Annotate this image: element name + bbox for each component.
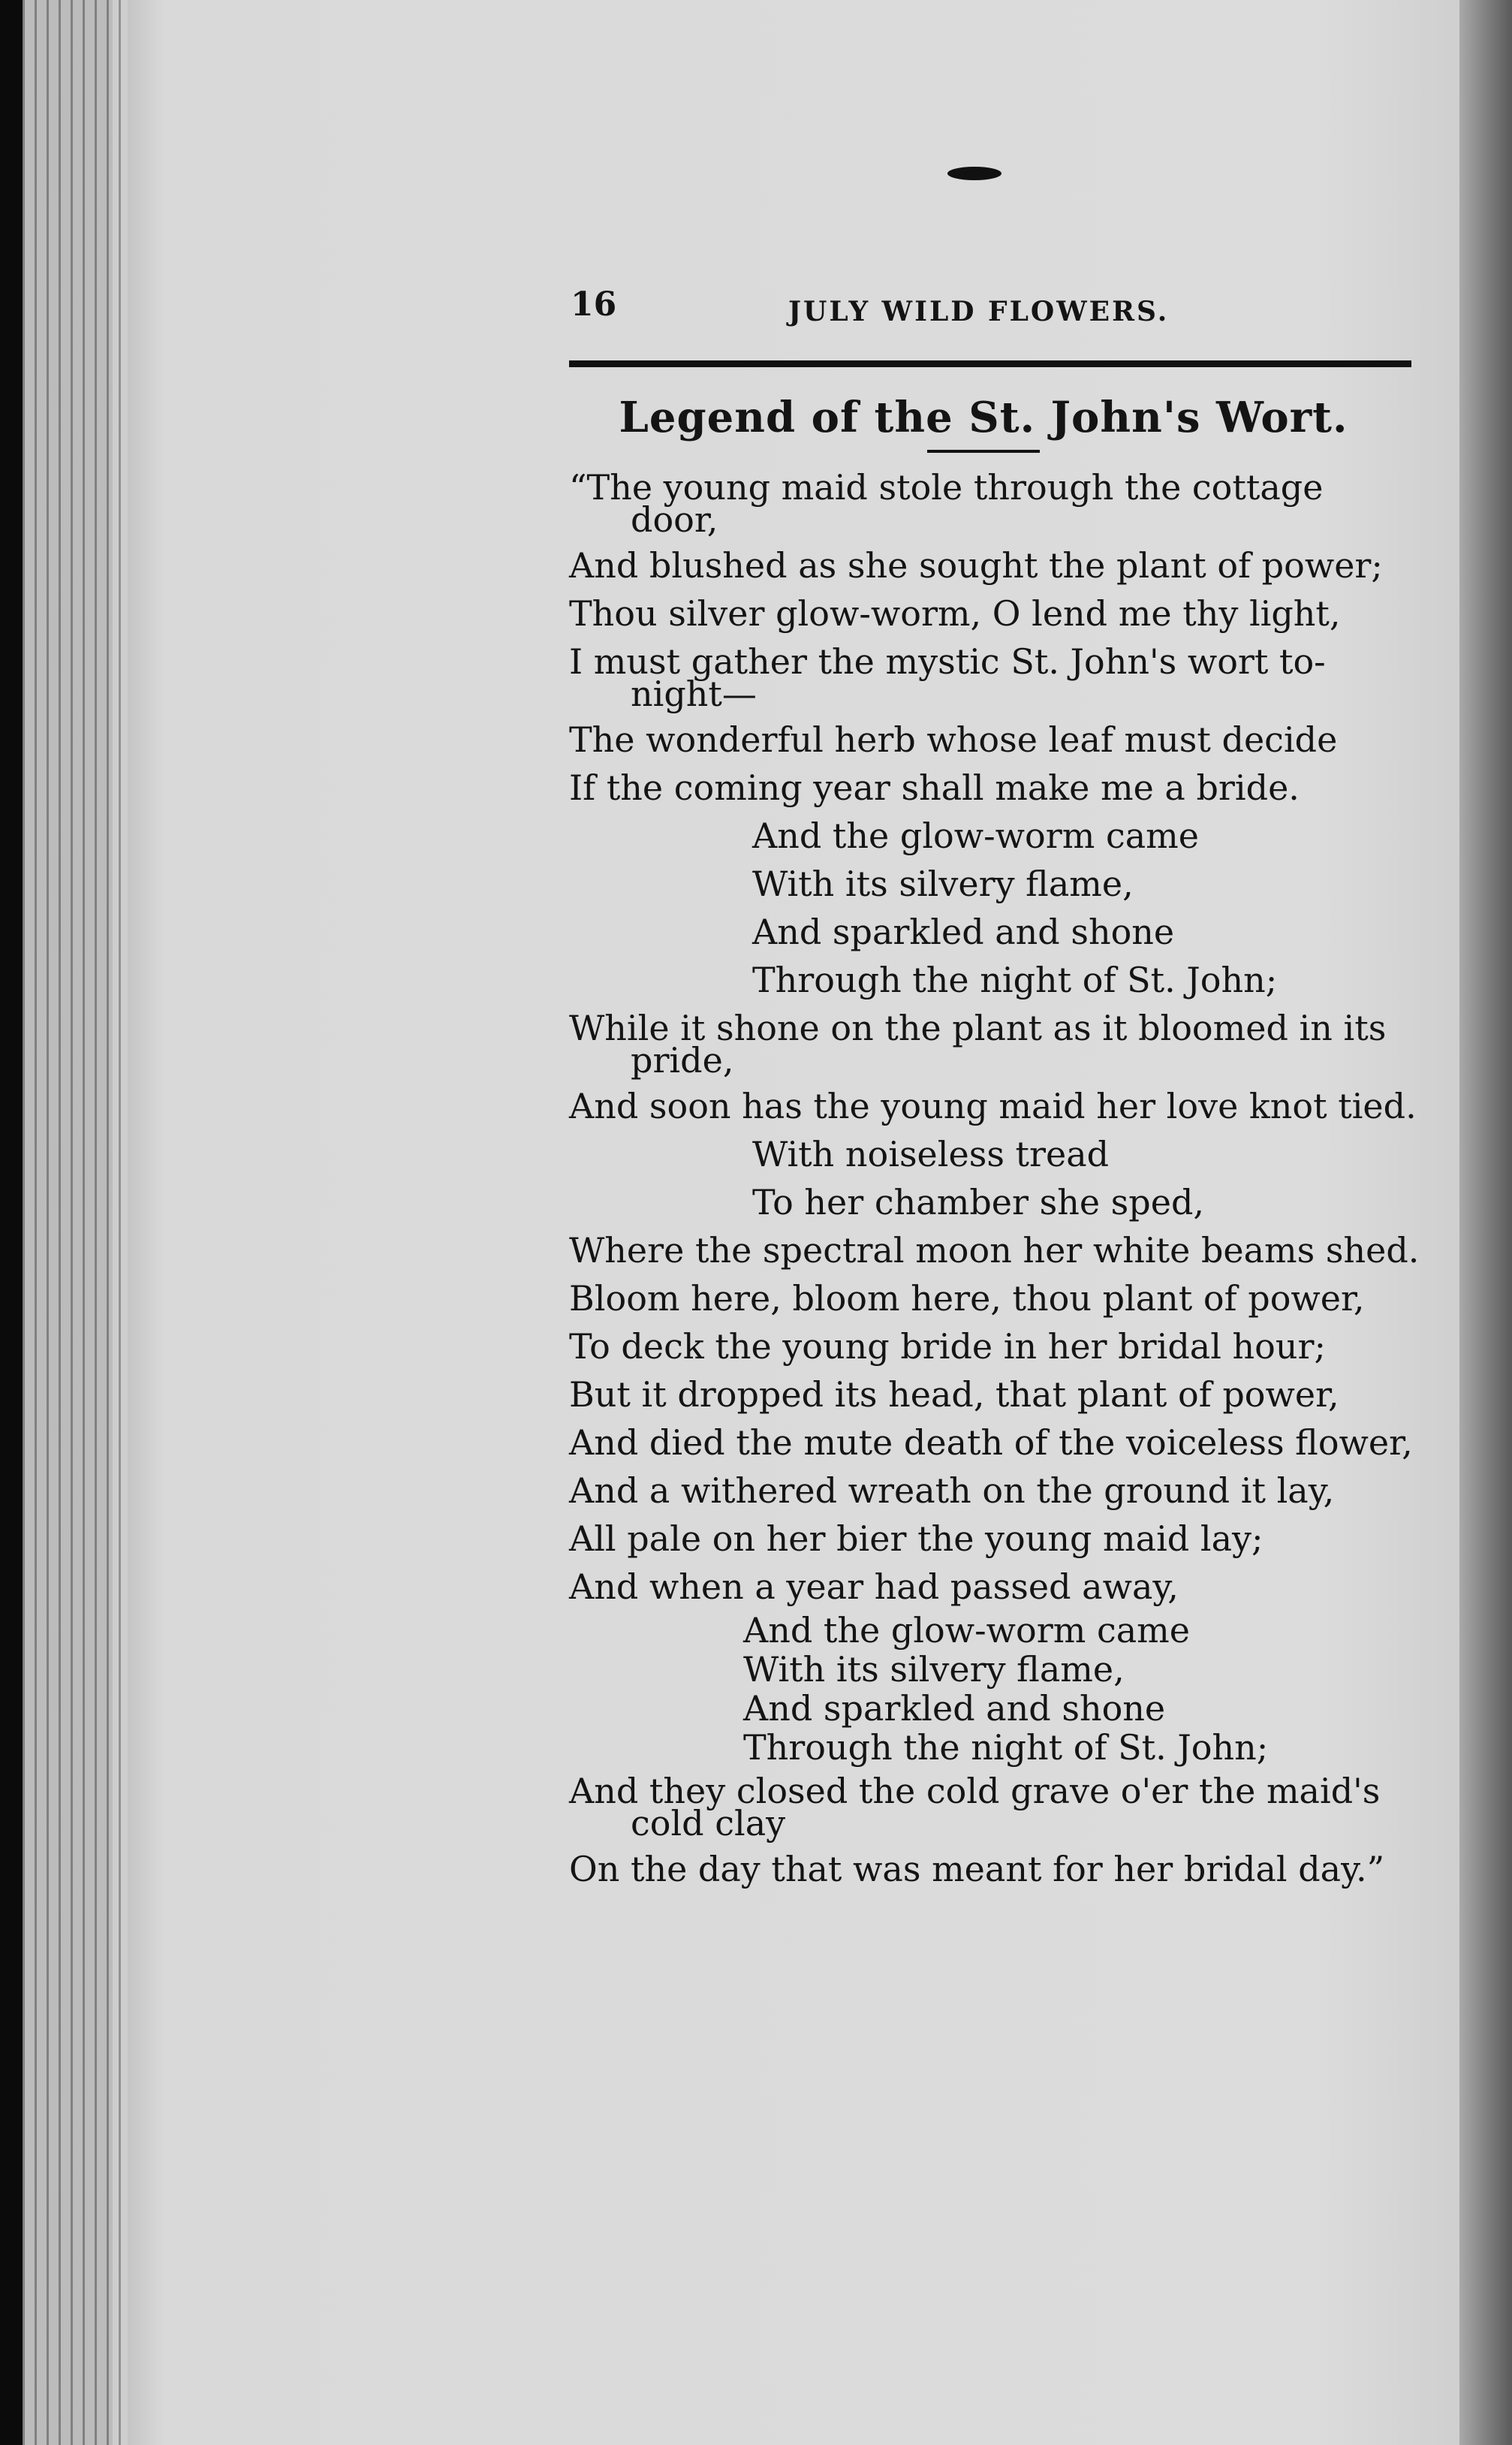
poem-line: And blushed as she sought the plant of power; <box>569 545 1383 586</box>
poem-line: If the coming year shall make me a bride. <box>569 767 1300 808</box>
poem-title: Legend of the St. John's Wort. <box>619 393 1348 442</box>
poem-line: And sparkled and shone <box>752 912 1175 952</box>
poem-line: The wonderful herb whose leaf must decide <box>569 719 1338 760</box>
poem-line: pride, <box>631 1040 734 1081</box>
poem-line: With its silvery flame, <box>743 1649 1125 1690</box>
poem-line: And they closed the cold grave o'er the maid's <box>569 1771 1381 1811</box>
poem-line: And sparkled and shone <box>743 1688 1166 1729</box>
poem-line: And the glow-worm came <box>752 816 1199 856</box>
text-block <box>556 285 1420 1893</box>
poem-line: And a withered wreath on the ground it lay, <box>569 1470 1335 1511</box>
poem-line: And soon has the young maid her love knot tied. <box>569 1086 1417 1126</box>
poem-line: Thou silver glow-worm, O lend me thy light, <box>569 593 1341 634</box>
poem-line: I must gather the mystic St. John's wort to- <box>569 641 1326 682</box>
ink-mark <box>947 167 1001 180</box>
poem-line: While it shone on the plant as it bloomed in its <box>569 1008 1387 1048</box>
poem-line: On the day that was meant for her bridal day.” <box>569 1849 1385 1889</box>
page-number: 16 <box>571 285 617 324</box>
poem-line: night— <box>631 674 757 714</box>
poem-line: All pale on her bier the young maid lay; <box>569 1518 1264 1559</box>
poem-line: To her chamber she sped, <box>752 1182 1205 1222</box>
poem-line: door, <box>631 499 718 540</box>
page-edges <box>23 0 128 2445</box>
poem-line: With its silvery flame, <box>752 864 1134 904</box>
poem-line: With noiseless tread <box>752 1134 1110 1174</box>
poem-line: But it dropped its head, that plant of power, <box>569 1374 1339 1415</box>
poem-line: “The young maid stole through the cottage <box>569 467 1324 508</box>
poem-line: Through the night of St. John; <box>743 1727 1269 1768</box>
poem-line: cold clay <box>631 1803 786 1844</box>
poem-line: To deck the young bride in her bridal hour; <box>569 1326 1326 1367</box>
binding-shadow <box>1459 0 1512 2445</box>
poem-line: And the glow-worm came <box>743 1610 1190 1651</box>
poem-line: Bloom here, bloom here, thou plant of power, <box>569 1278 1365 1319</box>
running-head: JULY WILD FLOWERS. <box>788 296 1170 327</box>
poem <box>556 463 1420 1893</box>
poem-line: Through the night of St. John; <box>752 960 1278 1000</box>
poem-line: And died the mute death of the voiceless flower, <box>569 1422 1413 1463</box>
header-rule <box>569 360 1411 367</box>
poem-line: And when a year had passed away, <box>569 1566 1179 1607</box>
poem-line: Where the spectral moon her white beams shed. <box>569 1230 1420 1271</box>
title-rule <box>927 450 1040 453</box>
page-header <box>556 285 1411 345</box>
